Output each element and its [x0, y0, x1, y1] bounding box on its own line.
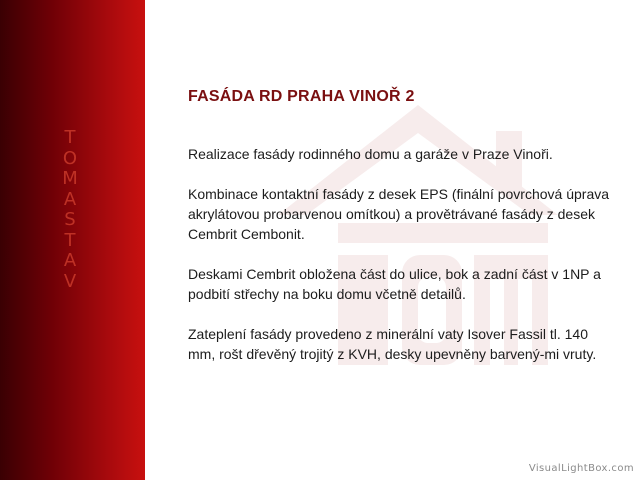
slide-title: FASÁDA RD PRAHA VINOŘ 2 [188, 88, 415, 105]
brand-letter: V [63, 270, 77, 292]
brand-letter: S [64, 209, 76, 230]
brand-letter: M [62, 168, 78, 189]
brand-letter: A [63, 250, 77, 271]
sidebar-gradient-panel [0, 0, 145, 480]
vertical-brand-name [56, 128, 84, 292]
body-paragraph: Kombinace kontaktní fasády z desek EPS (finální povrchová úprava akrylátovou probarvenou omítkou) a provětrávané fasády z desek Cembrit Cembonit. [188, 186, 610, 242]
slide-content [188, 88, 618, 384]
brand-letter: T [64, 127, 76, 148]
body-paragraph: Zateplení fasády provedeno z minerální vaty Isover Fassil tl. 140 mm, rošt dřevěný trojitý z KVH, desky upevněny barvený-mi vruty. [188, 326, 597, 362]
slide-body [188, 144, 618, 364]
body-paragraph: Deskami Cembrit obložena část do ulice, bok a zadní část v 1NP a podbití střechy na boku domu včetně detailů. [188, 266, 601, 302]
lightbox-credit-link[interactable]: VisualLightBox.com [528, 463, 634, 474]
brand-letter: O [62, 147, 78, 169]
brand-letter: A [63, 188, 77, 210]
body-paragraph: Realizace fasády rodinného domu a garáže v Praze Vinoři. [188, 146, 553, 162]
brand-letter: T [64, 229, 76, 251]
